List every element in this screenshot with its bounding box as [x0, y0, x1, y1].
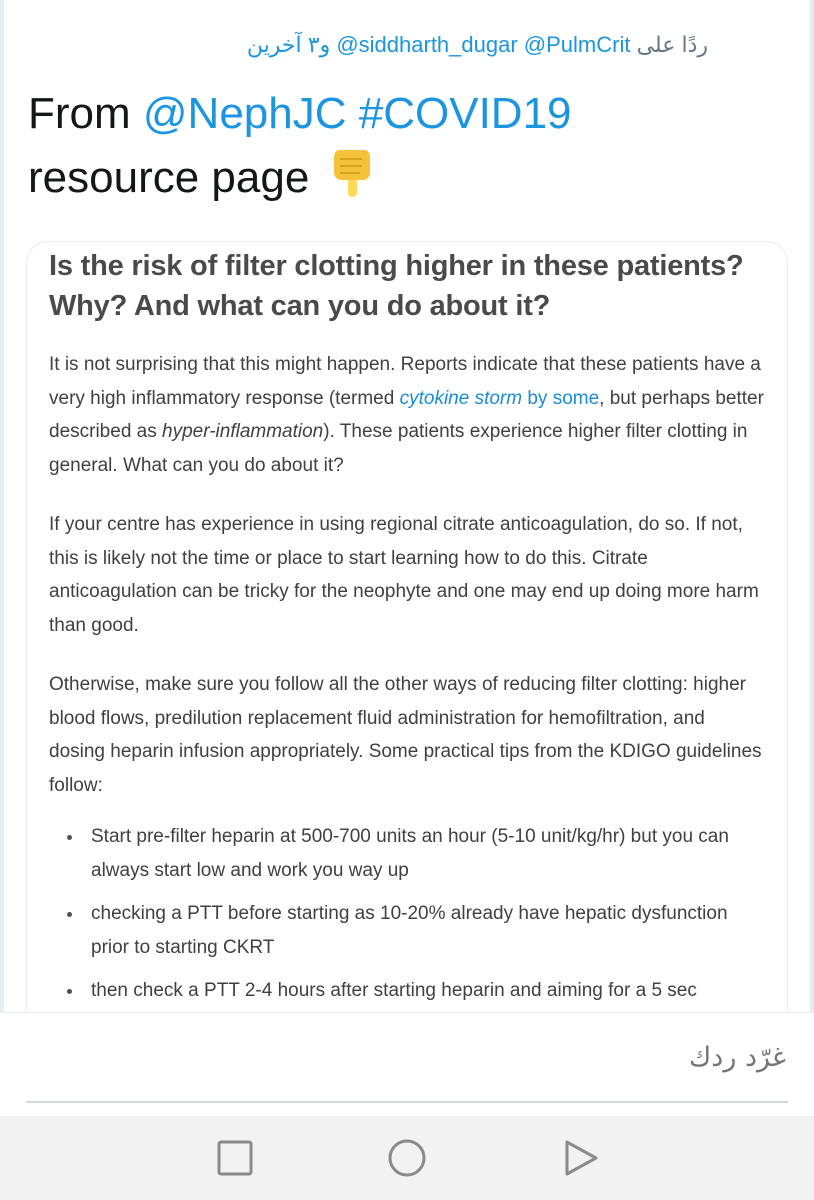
card-heading: Is the risk of filter clotting higher in these patients? Why? And what can you do about it?	[49, 250, 744, 322]
reply-input-underline	[26, 1101, 788, 1103]
reply-input[interactable]	[184, 1041, 788, 1074]
mention-siddharth-dugar[interactable]: @siddharth_dugar	[336, 32, 518, 57]
reply-compose-area	[0, 1012, 814, 1117]
nav-recents-icon[interactable]	[215, 1138, 255, 1178]
article-screenshot-card[interactable]	[26, 241, 788, 1022]
list-item: checking a PTT before starting as 10-20% already have hepatic dysfunction prior to starting CKRT	[67, 897, 765, 964]
reply-context	[247, 32, 708, 58]
hashtag-covid19[interactable]: #COVID19	[358, 89, 572, 138]
left-edge	[0, 0, 4, 1012]
list-item: Start pre-filter heparin at 500-700 units an hour (5-10 unit/kg/hr) but you can always start low and work you way up	[67, 820, 765, 887]
card-tips-list	[49, 820, 765, 1041]
nav-home-icon[interactable]	[387, 1138, 427, 1178]
list-item: then check a PTT 2-4 hours after starting heparin and aiming for a 5 sec	[67, 974, 765, 1041]
card-paragraph-1: It is not surprising that this might happen. Reports indicate that these patients have a very high inflammatory response (termed cytokine storm by some, but perhaps better described as hyper-inflammation). These patients experience higher filter clotting in general. What can you do about it?	[49, 354, 764, 476]
tweet-text	[28, 82, 768, 216]
nav-back-icon[interactable]	[560, 1138, 600, 1178]
cytokine-storm-link: cytokine storm by some	[399, 387, 600, 409]
card-paragraph-2: If your centre has experience in using regional citrate anticoagulation, do so. If not, this is likely not the time or place to start learning how to do this. Citrate anticoagulation can be tricky for the neophyte and one may end up doing more harm than good.	[49, 514, 759, 636]
right-edge	[810, 0, 814, 1012]
tweet-from-text: From	[28, 89, 143, 138]
reply-others-link[interactable]: و٣ آخرين	[246, 32, 331, 57]
card-paragraph-3: Otherwise, make sure you follow all the other ways of reducing filter clotting: higher blood flows, predilution replacement fluid administration for hemofiltration, and dosing heparin infusion appropriately. Some practical tips from the KDIGO guidelines follow:	[49, 674, 762, 796]
mention-nephjc[interactable]: @NephJC	[142, 89, 347, 138]
reply-prefix: ردًا على	[636, 32, 708, 57]
system-navigation-bar	[0, 1116, 814, 1200]
tweet-rest-text: resource page	[28, 153, 310, 202]
backhand-index-pointing-down-icon	[330, 146, 374, 216]
mention-pulmcrit[interactable]: @PulmCrit	[523, 32, 631, 57]
